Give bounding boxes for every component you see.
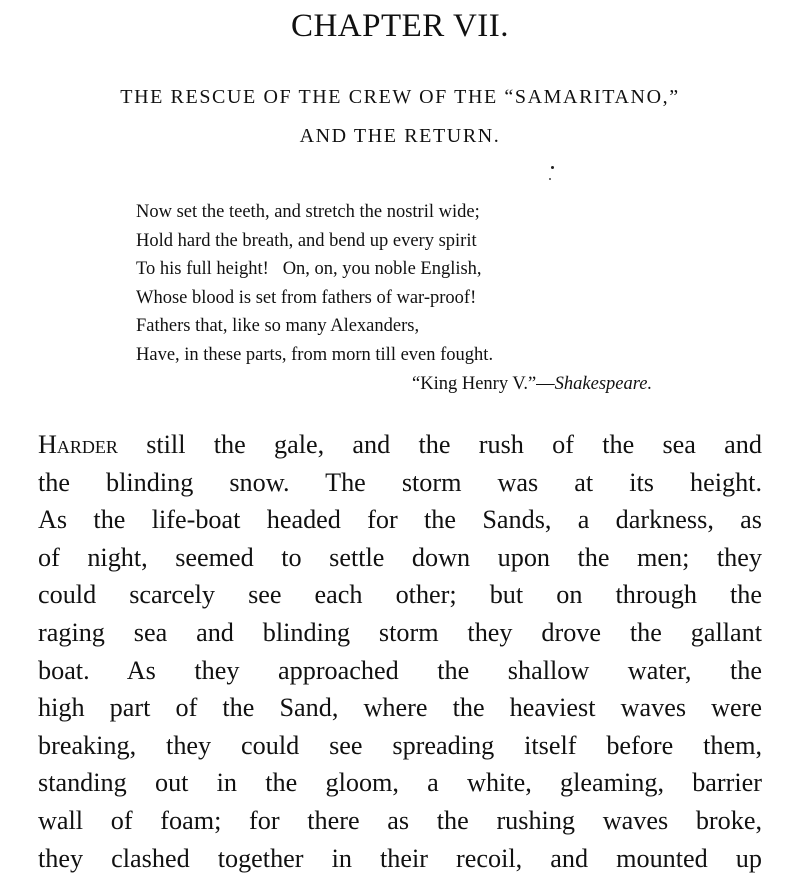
print-speck [551,166,554,169]
epigraph-line: Have, in these parts, from morn till even fought. [136,344,494,365]
body-line: wall of foam; for there as the rushing waves broke, [38,805,762,835]
body-line: raging sea and blinding storm they drove the gallant [38,617,762,647]
epigraph-line: Fathers that, like so many Alexanders, [136,316,420,336]
epigraph [136,198,493,369]
body-line: they clashed together in their recoil, and mounted up [38,843,762,873]
body-line: standing out in the gloom, a white, gleaming, barrier [38,768,762,798]
print-speck [549,178,551,180]
epigraph-line: Hold hard the breath, and bend up every spirit [136,230,477,251]
chapter-title-line-1: THE RESCUE OF THE CREW OF THE “SAMARITANO,” [120,86,680,108]
epigraph-line: To his full height! On, on, you noble English, [136,259,482,279]
chapter-title-line-2: AND THE RETURN. [299,125,501,147]
body-line: boat. As they approached the shallow water, the [38,655,762,685]
epigraph-line: Now set the teeth, and stretch the nostril wide; [136,202,480,222]
body-line: of night, seemed to settle down upon the men; they [38,542,762,572]
body-line: Harder still the gale, and the rush of the sea and [38,430,762,459]
epigraph-attribution [412,370,652,398]
attribution-work: “King Henry V.”— [412,374,555,394]
attribution-author: Shakespeare. [554,374,653,394]
drop-word: Harder [38,430,118,459]
body-line: could scarcely see each other; but on through the [38,580,762,610]
body-line: the blinding snow. The storm was at its height. [38,467,762,497]
body-text [38,426,762,877]
body-line: breaking, they could see spreading itself before them, [38,730,762,760]
body-line: As the life-boat headed for the Sands, a darkness, as [38,505,762,535]
body-line: high part of the Sand, where the heaviest waves were [38,693,762,723]
chapter-heading: CHAPTER VII. [290,8,510,44]
epigraph-line: Whose blood is set from fathers of war-proof! [136,287,477,308]
